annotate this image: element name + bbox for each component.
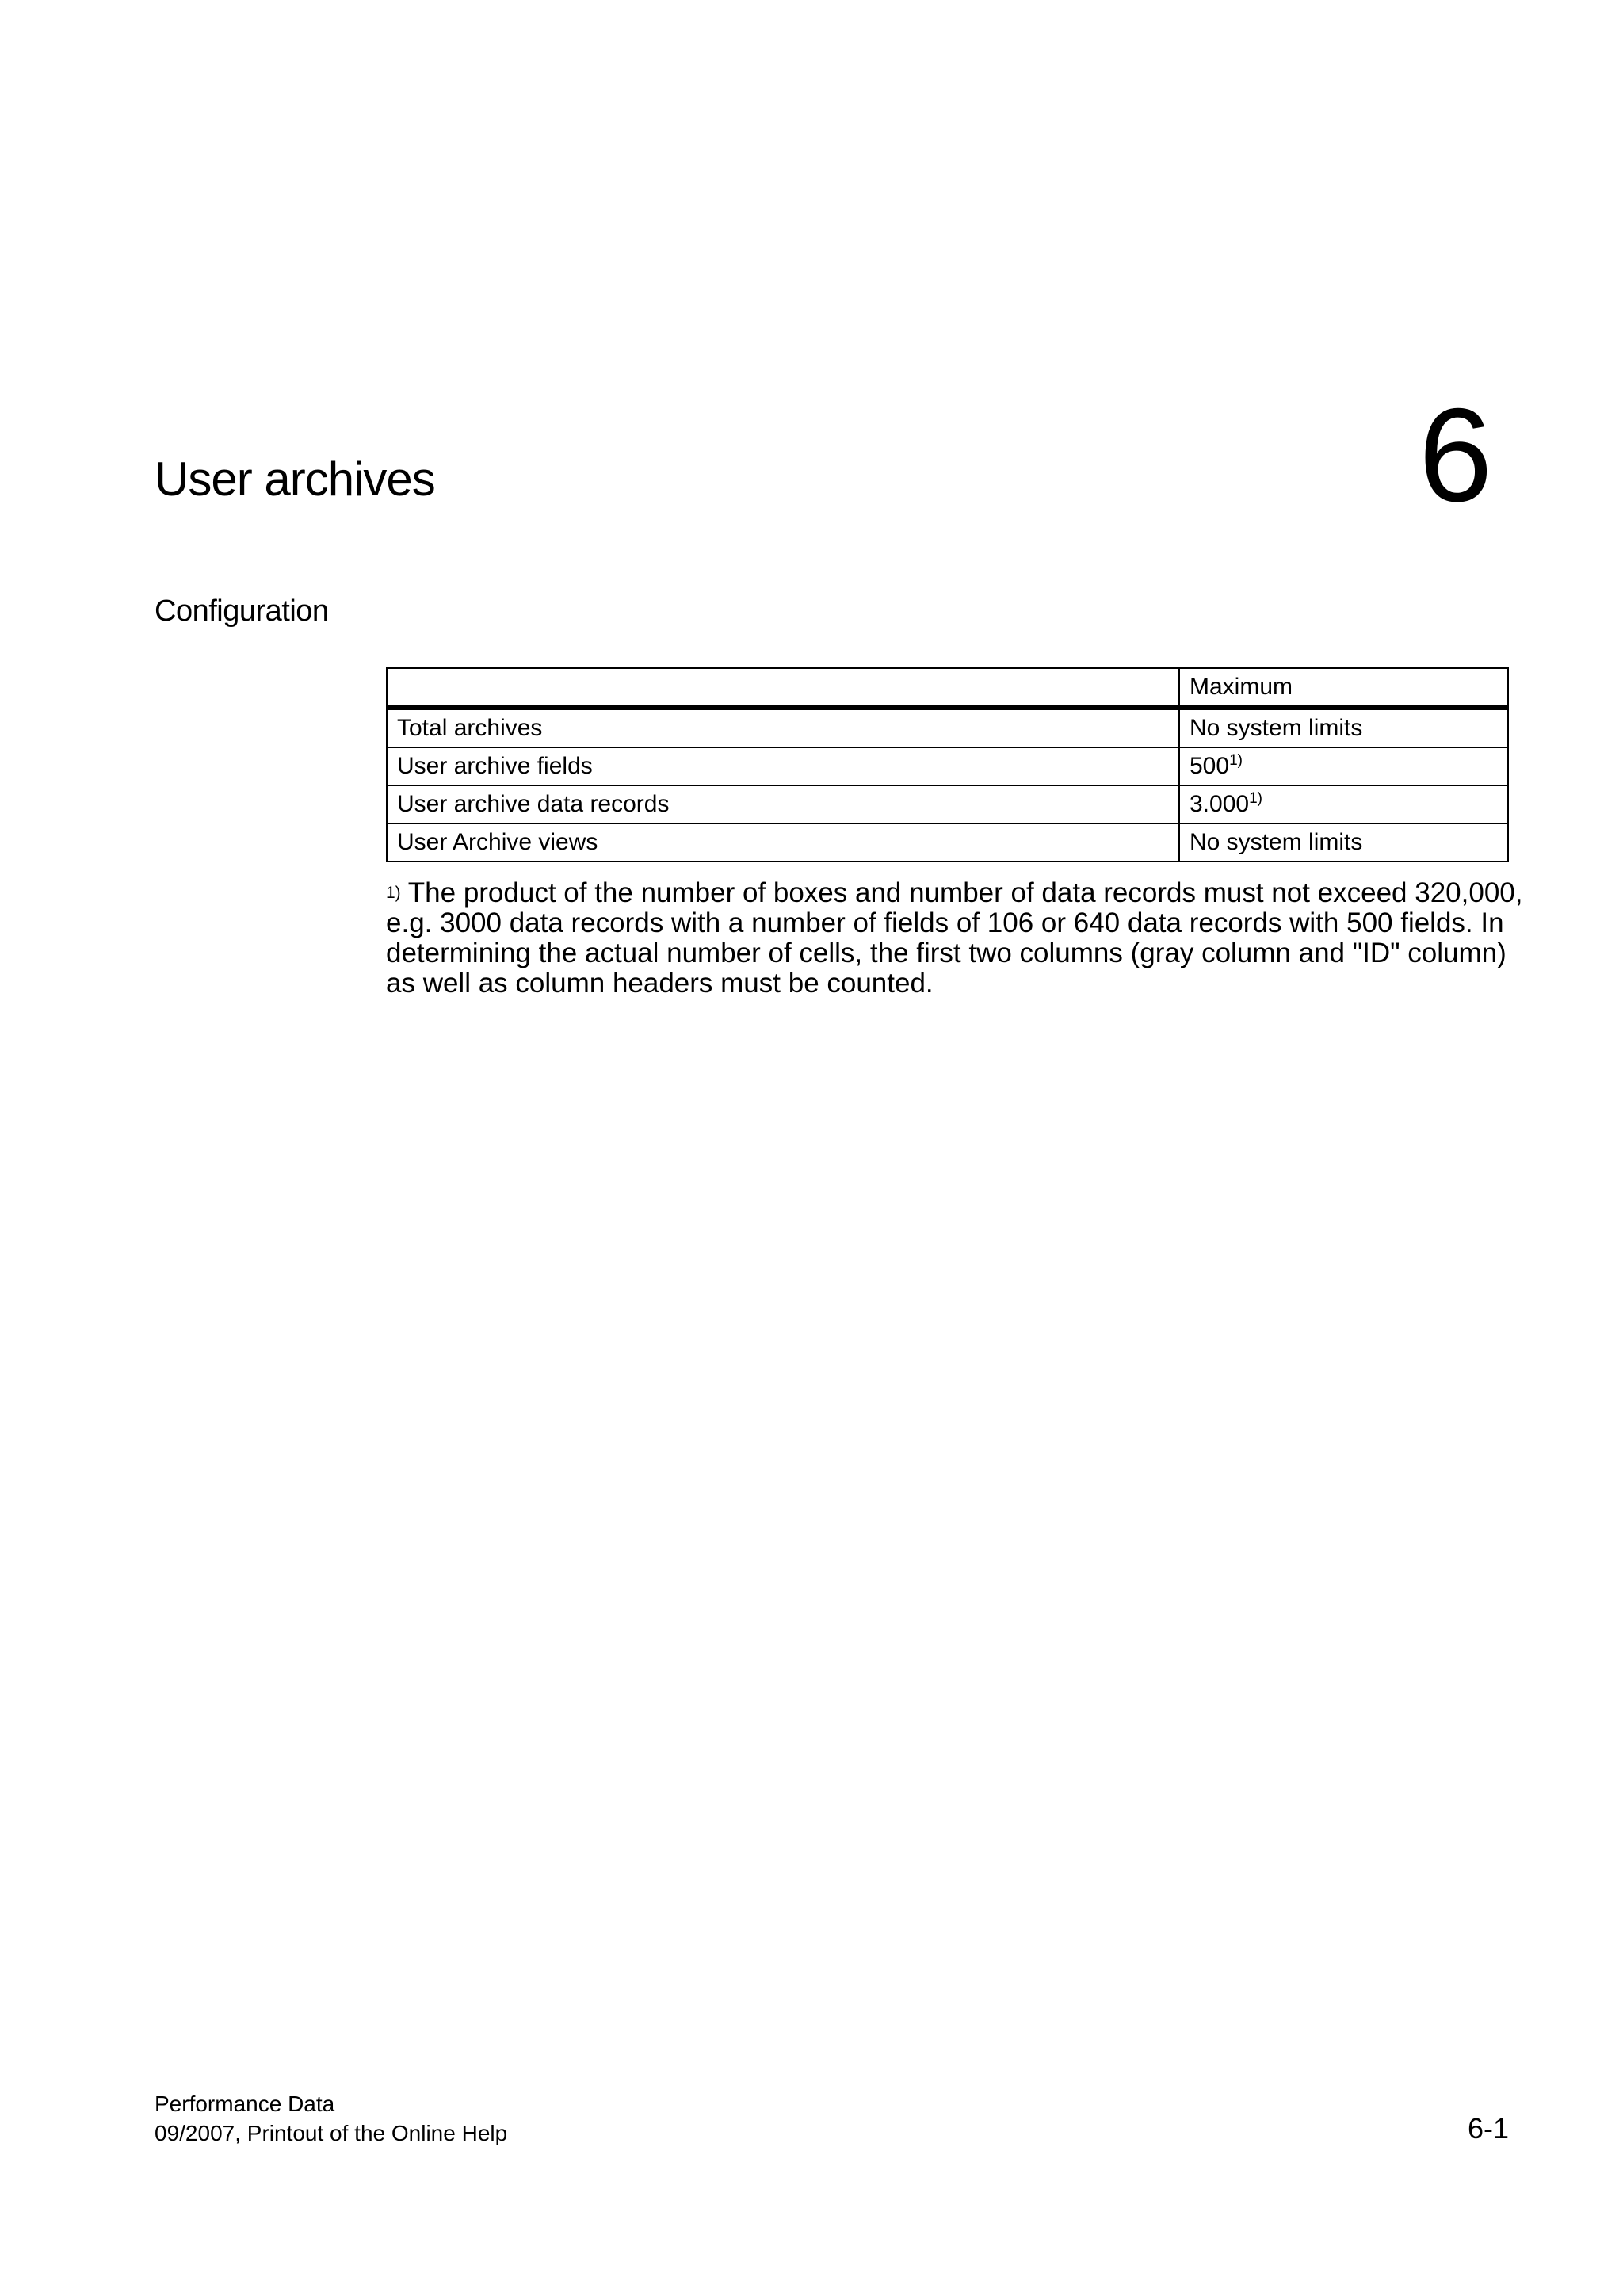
value-text: No system limits: [1190, 829, 1363, 855]
section-heading: Configuration: [155, 594, 329, 628]
table-cell-value: [1179, 785, 1508, 823]
table-row: [387, 747, 1508, 785]
table-cell-name: Total archives: [387, 708, 1179, 747]
page-number: 6-1: [1468, 2112, 1510, 2145]
table-header-row: [387, 668, 1508, 708]
footnote-ref: 1): [1249, 790, 1262, 807]
configuration-table: [386, 667, 1509, 862]
table-cell-value: [1179, 708, 1508, 747]
table-row: [387, 823, 1508, 861]
chapter-title: User archives: [155, 453, 435, 506]
table-cell-value: [1179, 823, 1508, 861]
table-cell-name: User archive data records: [387, 785, 1179, 823]
page-footer: [155, 2089, 507, 2148]
value-text: 3.000: [1190, 791, 1250, 817]
table-header-cell: Maximum: [1179, 668, 1508, 708]
table-cell-name: User Archive views: [387, 823, 1179, 861]
footnote-marker: 1): [386, 884, 401, 902]
table-cell-value: [1179, 747, 1508, 785]
value-text: 500: [1190, 753, 1230, 779]
footnote-ref: 1): [1229, 752, 1243, 769]
footnote: [386, 878, 1527, 999]
table-row: [387, 708, 1508, 747]
chapter-number: 6: [1419, 380, 1493, 529]
table-cell-name: User archive fields: [387, 747, 1179, 785]
value-text: No system limits: [1190, 715, 1363, 741]
table-row: [387, 785, 1508, 823]
table-header-cell: [387, 668, 1179, 708]
footnote-text: The product of the number of boxes and number of data records must not exceed 320,000, e.g. 3000 data records with a number of fields of 106 or 640 data records with 500 fields. In determining the actual number of cells, the first two columns (gray column and "ID" column) as well as column headers must be counted.: [386, 877, 1523, 999]
footer-edition: 09/2007, Printout of the Online Help: [155, 2121, 508, 2145]
footer-doc-title: Performance Data: [155, 2092, 335, 2116]
